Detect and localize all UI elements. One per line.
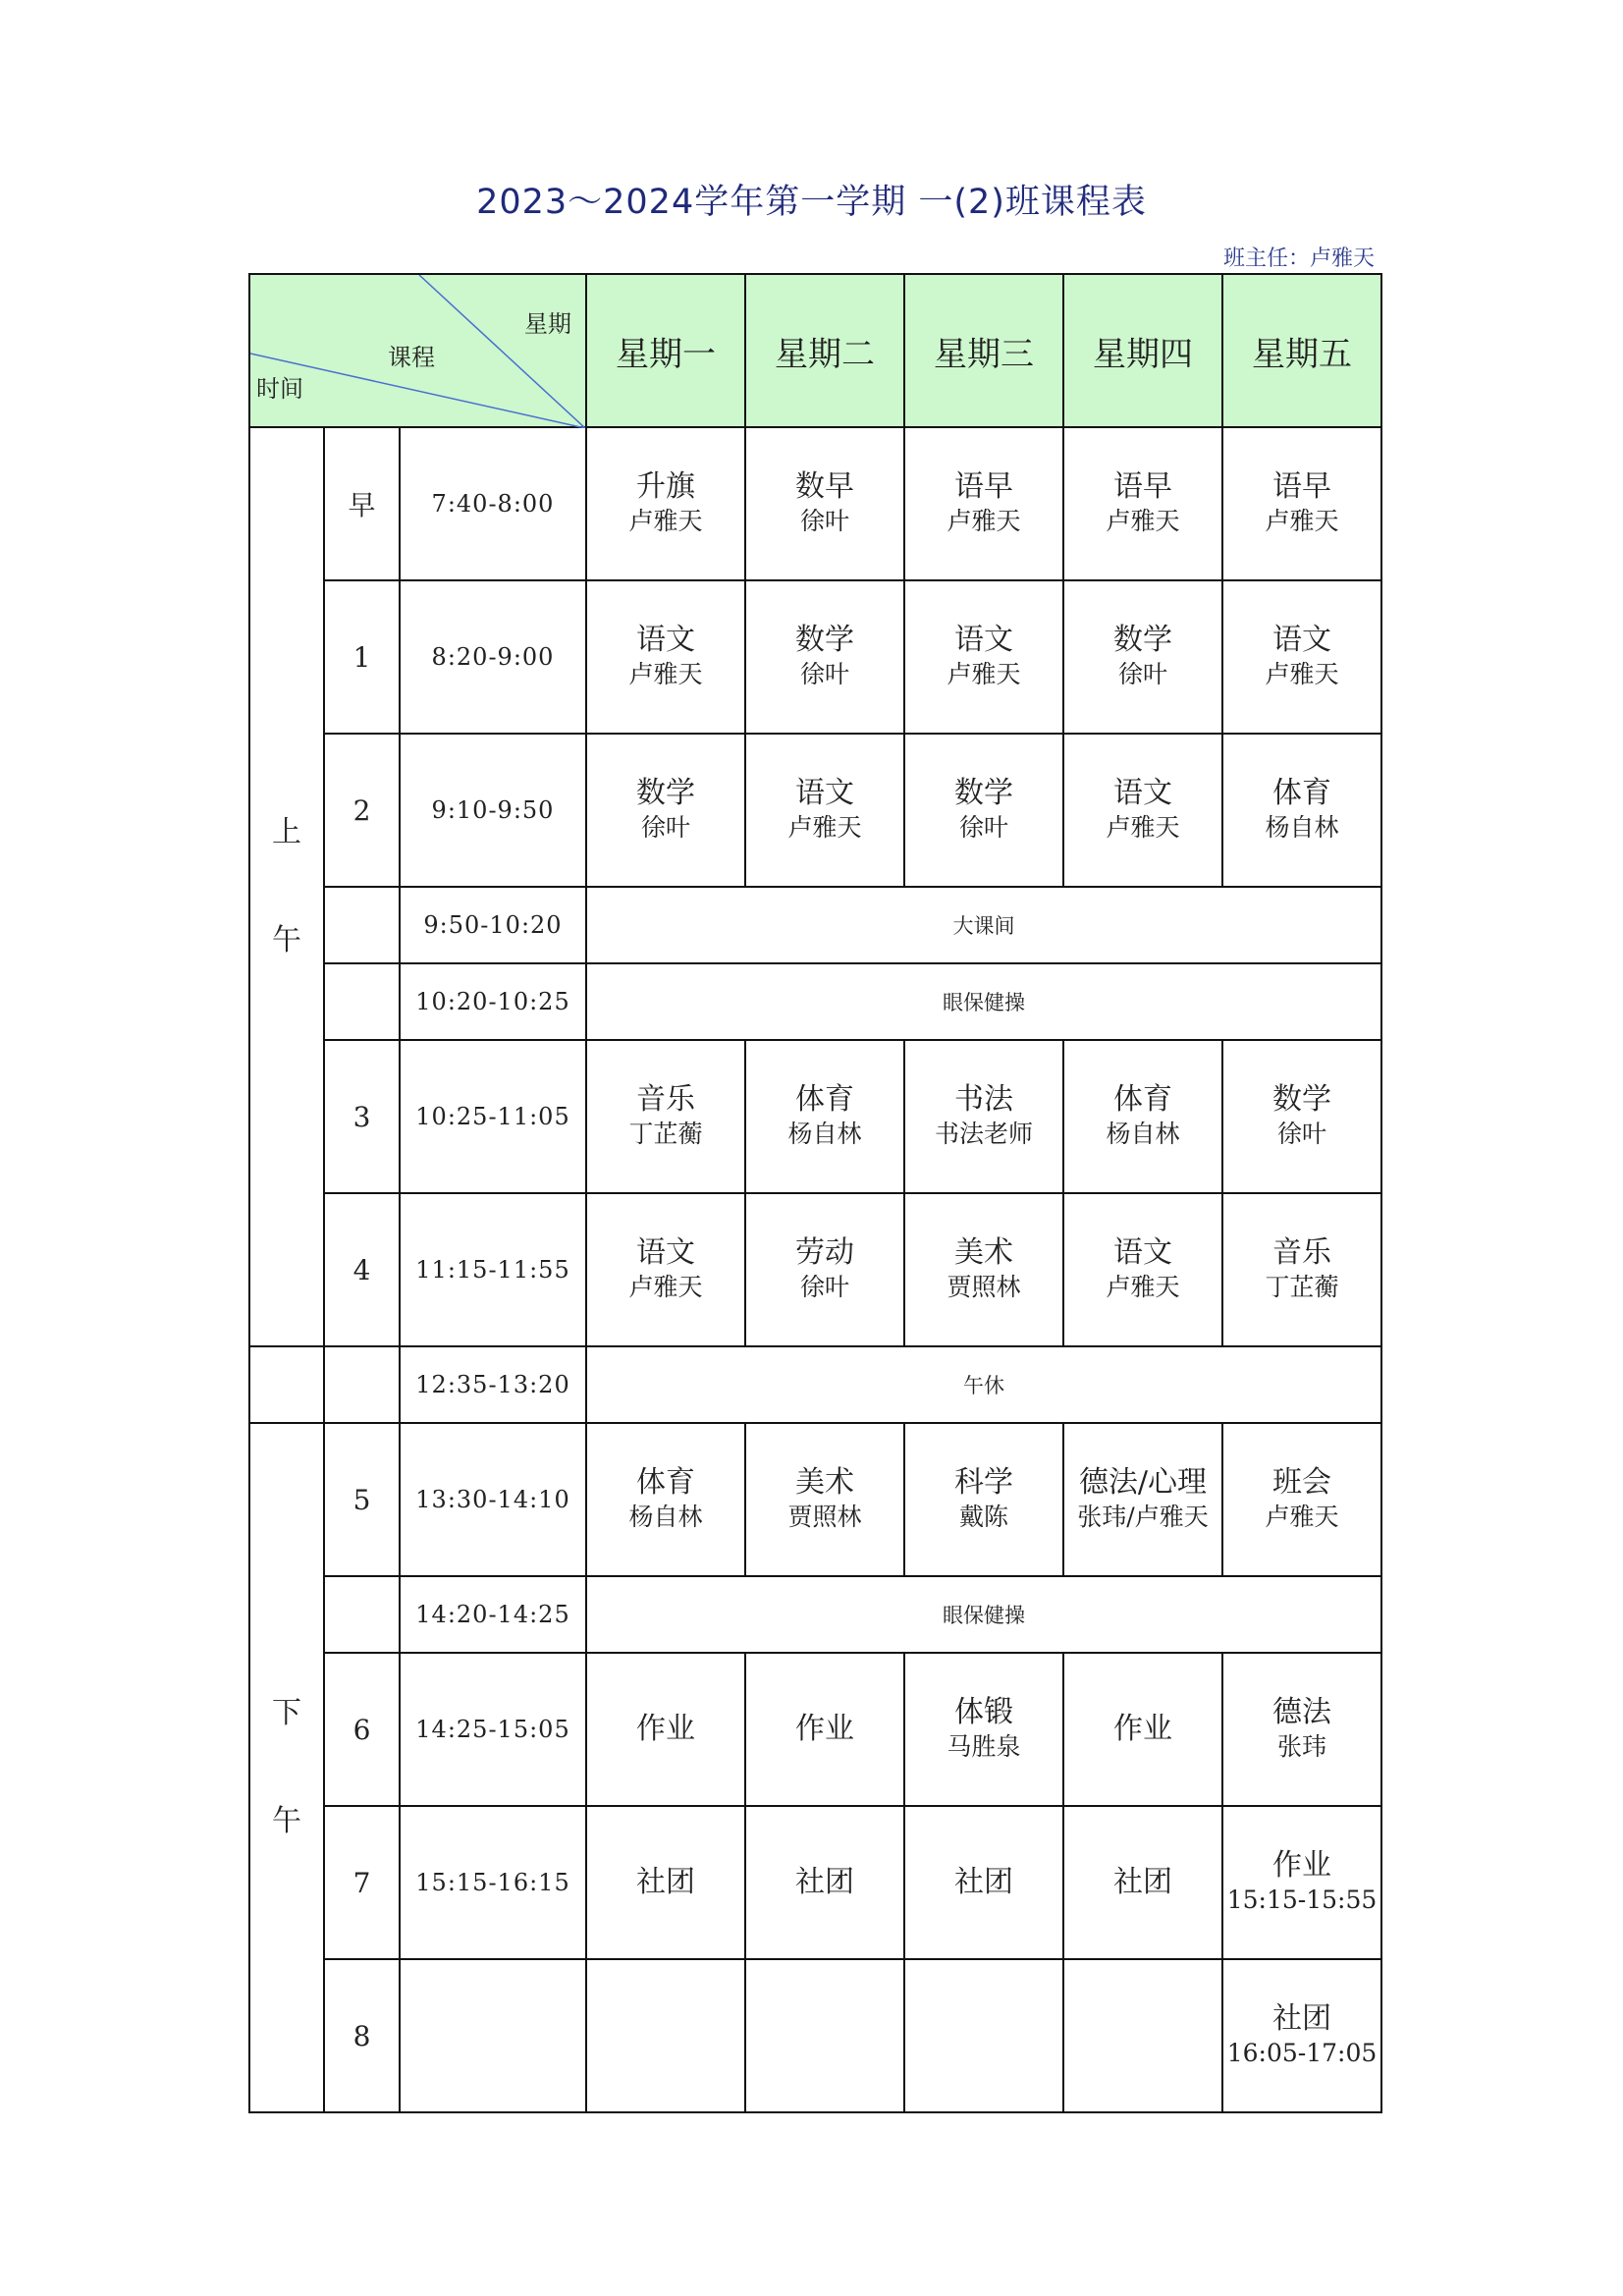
- activity-span: 眼保健操: [586, 1576, 1381, 1653]
- course-cell: [745, 580, 904, 734]
- course-teacher: 卢雅天: [1265, 507, 1339, 535]
- course-teacher: 徐叶: [1276, 1120, 1326, 1148]
- course-cell: [745, 734, 904, 887]
- corner-label-weekday: 星期: [524, 310, 571, 338]
- course-cell: [745, 427, 904, 580]
- schedule-row: [249, 427, 1381, 580]
- schedule-row: [249, 1959, 1381, 2112]
- period-number: [324, 1346, 400, 1423]
- course-teacher: 徐叶: [799, 507, 849, 535]
- course-subject: 作业: [1272, 1848, 1331, 1883]
- page-title: 2023～2024学年第一学期 一(2)班课程表: [476, 183, 1147, 222]
- course-cell: [1063, 1193, 1222, 1346]
- course-cell: [586, 1193, 745, 1346]
- course-teacher: 徐叶: [640, 813, 690, 842]
- course-cell: [1222, 427, 1381, 580]
- day-header: 星期二: [745, 274, 904, 427]
- day-header: 星期四: [1063, 274, 1222, 427]
- course-subject: 社团: [954, 1865, 1013, 1899]
- course-teacher: 卢雅天: [1265, 1503, 1339, 1531]
- course-cell: [904, 580, 1063, 734]
- course-subject: 班会: [1272, 1465, 1331, 1500]
- course-subject: 作业: [795, 1712, 854, 1746]
- corner-label-course: 课程: [388, 344, 435, 371]
- course-teacher: 徐叶: [1117, 660, 1167, 688]
- course-cell: [586, 1423, 745, 1576]
- course-subject: 体锻: [954, 1695, 1013, 1729]
- course-subject: 社团: [636, 1865, 695, 1899]
- schedule-row: [249, 1423, 1381, 1576]
- period-number: 2: [324, 734, 400, 887]
- course-teacher: 杨自林: [1265, 813, 1339, 842]
- course-cell: [1222, 1959, 1381, 2112]
- schedule-table: [248, 273, 1382, 2113]
- course-cell: [1063, 1653, 1222, 1806]
- course-cell: [904, 1959, 1063, 2112]
- activity-span: 大课间: [586, 887, 1381, 963]
- time-slot: 10:20-10:25: [400, 963, 586, 1040]
- course-subject: 美术: [954, 1235, 1013, 1270]
- course-subject: 数学: [795, 623, 854, 657]
- course-cell: [1063, 1423, 1222, 1576]
- schedule-row: [249, 1576, 1381, 1653]
- course-subject: 音乐: [636, 1082, 695, 1117]
- course-subject: 数学: [1113, 623, 1172, 657]
- course-cell: [745, 1423, 904, 1576]
- period-number: 3: [324, 1040, 400, 1193]
- course-teacher: 马胜泉: [947, 1732, 1021, 1761]
- course-teacher: 徐叶: [958, 813, 1008, 842]
- time-slot: 8:20-9:00: [400, 580, 586, 734]
- course-teacher: 丁芷蘅: [628, 1120, 703, 1148]
- course-cell: [1063, 580, 1222, 734]
- course-subject: 语文: [1113, 1235, 1172, 1270]
- course-teacher: 徐叶: [799, 1273, 849, 1301]
- course-subject: 语文: [795, 776, 854, 810]
- course-cell: [586, 1806, 745, 1959]
- day-header: 星期一: [586, 274, 745, 427]
- course-teacher: 贾照林: [947, 1273, 1021, 1301]
- course-subject: 数学: [954, 776, 1013, 810]
- session-afternoon: [249, 1423, 324, 2112]
- course-subject: 语文: [636, 623, 695, 657]
- course-cell: [1063, 1806, 1222, 1959]
- course-teacher: 卢雅天: [628, 507, 703, 535]
- course-teacher: 丁芷蘅: [1265, 1273, 1339, 1301]
- period-number: 1: [324, 580, 400, 734]
- course-subject: 语早: [1272, 469, 1331, 504]
- course-cell: [586, 1959, 745, 2112]
- day-header: 星期五: [1222, 274, 1381, 427]
- course-cell: [586, 1653, 745, 1806]
- course-teacher: 卢雅天: [628, 660, 703, 688]
- session-char: 午: [272, 1804, 301, 1838]
- course-teacher: 卢雅天: [947, 507, 1021, 535]
- course-cell: [586, 734, 745, 887]
- course-subject: 劳动: [795, 1235, 854, 1270]
- course-subject: 体育: [636, 1465, 695, 1500]
- schedule-row: [249, 734, 1381, 887]
- course-cell: [1063, 1959, 1222, 2112]
- course-cell: [904, 427, 1063, 580]
- course-subject: 社团: [1272, 2001, 1331, 2036]
- course-cell: [1222, 1040, 1381, 1193]
- course-subject: 语文: [1113, 776, 1172, 810]
- course-subject: 社团: [795, 1865, 854, 1899]
- course-cell: [1063, 734, 1222, 887]
- course-subject: 美术: [795, 1465, 854, 1500]
- course-subject: 语文: [954, 623, 1013, 657]
- course-teacher: 张玮/卢雅天: [1077, 1503, 1209, 1531]
- day-header: 星期三: [904, 274, 1063, 427]
- schedule-row: [249, 1346, 1381, 1423]
- course-subject: 作业: [1113, 1712, 1172, 1746]
- period-number: 8: [324, 1959, 400, 2112]
- schedule-row: [249, 1653, 1381, 1806]
- course-teacher: 卢雅天: [1106, 1273, 1180, 1301]
- course-subject: 体育: [795, 1082, 854, 1117]
- class-teacher: 班主任：卢雅天: [1222, 246, 1375, 271]
- period-number: 早: [324, 427, 400, 580]
- course-teacher: 杨自林: [1106, 1120, 1180, 1148]
- period-number: 4: [324, 1193, 400, 1346]
- period-number: 6: [324, 1653, 400, 1806]
- schedule-row: [249, 1193, 1381, 1346]
- course-cell: [904, 1653, 1063, 1806]
- corner-label-time: 时间: [256, 375, 303, 403]
- period-number: [324, 887, 400, 963]
- schedule-row: [249, 580, 1381, 734]
- course-subject: 书法: [954, 1082, 1013, 1117]
- course-subject: 德法/心理: [1078, 1465, 1208, 1500]
- course-cell: [1063, 1040, 1222, 1193]
- course-subject: 语早: [954, 469, 1013, 504]
- course-cell: [1222, 1423, 1381, 1576]
- course-cell: [586, 427, 745, 580]
- course-subject: 语文: [1272, 623, 1331, 657]
- course-teacher: 张玮: [1276, 1732, 1326, 1761]
- course-teacher: 卢雅天: [1106, 507, 1180, 535]
- time-slot: 13:30-14:10: [400, 1423, 586, 1576]
- course-subject: 作业: [636, 1712, 695, 1746]
- session-char: 上: [272, 815, 301, 849]
- course-cell: [1222, 580, 1381, 734]
- course-cell: [745, 1193, 904, 1346]
- schedule-row: [249, 887, 1381, 963]
- course-teacher: 徐叶: [799, 660, 849, 688]
- course-subject: 音乐: [1272, 1235, 1331, 1270]
- activity-span: 午休: [586, 1346, 1381, 1423]
- course-teacher: 书法老师: [934, 1120, 1033, 1148]
- course-cell: [904, 734, 1063, 887]
- time-slot: [400, 1959, 586, 2112]
- course-subject: 数学: [1272, 1082, 1331, 1117]
- time-slot: 10:25-11:05: [400, 1040, 586, 1193]
- course-cell: [1063, 427, 1222, 580]
- course-cell: [745, 1806, 904, 1959]
- course-teacher: 贾照林: [787, 1503, 862, 1531]
- course-cell: [904, 1423, 1063, 1576]
- corner-cell: [249, 274, 586, 427]
- course-cell: [1222, 1193, 1381, 1346]
- period-number: 7: [324, 1806, 400, 1959]
- activity-span: 眼保健操: [586, 963, 1381, 1040]
- course-teacher: 15:15-15:55: [1226, 1886, 1378, 1914]
- course-cell: [904, 1193, 1063, 1346]
- course-subject: 语文: [636, 1235, 695, 1270]
- time-slot: 9:10-9:50: [400, 734, 586, 887]
- period-number: [324, 1576, 400, 1653]
- course-cell: [745, 1653, 904, 1806]
- course-teacher: 杨自林: [787, 1120, 862, 1148]
- course-teacher: 卢雅天: [628, 1273, 703, 1301]
- schedule-row: [249, 963, 1381, 1040]
- course-subject: 数早: [795, 469, 854, 504]
- course-subject: 体育: [1113, 1082, 1172, 1117]
- course-cell: [586, 580, 745, 734]
- course-cell: [1222, 1806, 1381, 1959]
- course-cell: [586, 1040, 745, 1193]
- time-slot: 12:35-13:20: [400, 1346, 586, 1423]
- course-subject: 德法: [1272, 1695, 1331, 1729]
- time-slot: 9:50-10:20: [400, 887, 586, 963]
- course-teacher: 卢雅天: [787, 813, 862, 842]
- time-slot: 11:15-11:55: [400, 1193, 586, 1346]
- time-slot: 14:20-14:25: [400, 1576, 586, 1653]
- course-cell: [745, 1040, 904, 1193]
- period-number: [324, 963, 400, 1040]
- course-cell: [745, 1959, 904, 2112]
- course-teacher: 杨自林: [628, 1503, 703, 1531]
- course-teacher: 卢雅天: [1265, 660, 1339, 688]
- time-slot: 15:15-16:15: [400, 1806, 586, 1959]
- session-char: 午: [272, 923, 301, 957]
- header-row: [249, 274, 1381, 427]
- schedule-row: [249, 1806, 1381, 1959]
- course-subject: 数学: [636, 776, 695, 810]
- course-subject: 科学: [954, 1465, 1013, 1500]
- course-subject: 语早: [1113, 469, 1172, 504]
- period-number: 5: [324, 1423, 400, 1576]
- time-slot: 14:25-15:05: [400, 1653, 586, 1806]
- session-char: 下: [272, 1696, 301, 1730]
- course-cell: [1222, 734, 1381, 887]
- course-subject: 社团: [1113, 1865, 1172, 1899]
- course-subject: 升旗: [636, 469, 695, 504]
- session-morning: [249, 427, 324, 1346]
- course-cell: [1222, 1653, 1381, 1806]
- schedule-row: [249, 1040, 1381, 1193]
- course-teacher: 卢雅天: [1106, 813, 1180, 842]
- course-teacher: 卢雅天: [947, 660, 1021, 688]
- course-cell: [904, 1040, 1063, 1193]
- course-cell: [904, 1806, 1063, 1959]
- course-subject: 体育: [1272, 776, 1331, 810]
- course-teacher: 戴陈: [958, 1503, 1008, 1531]
- time-slot: 7:40-8:00: [400, 427, 586, 580]
- session-empty: [249, 1346, 324, 1423]
- course-teacher: 16:05-17:05: [1226, 2039, 1378, 2067]
